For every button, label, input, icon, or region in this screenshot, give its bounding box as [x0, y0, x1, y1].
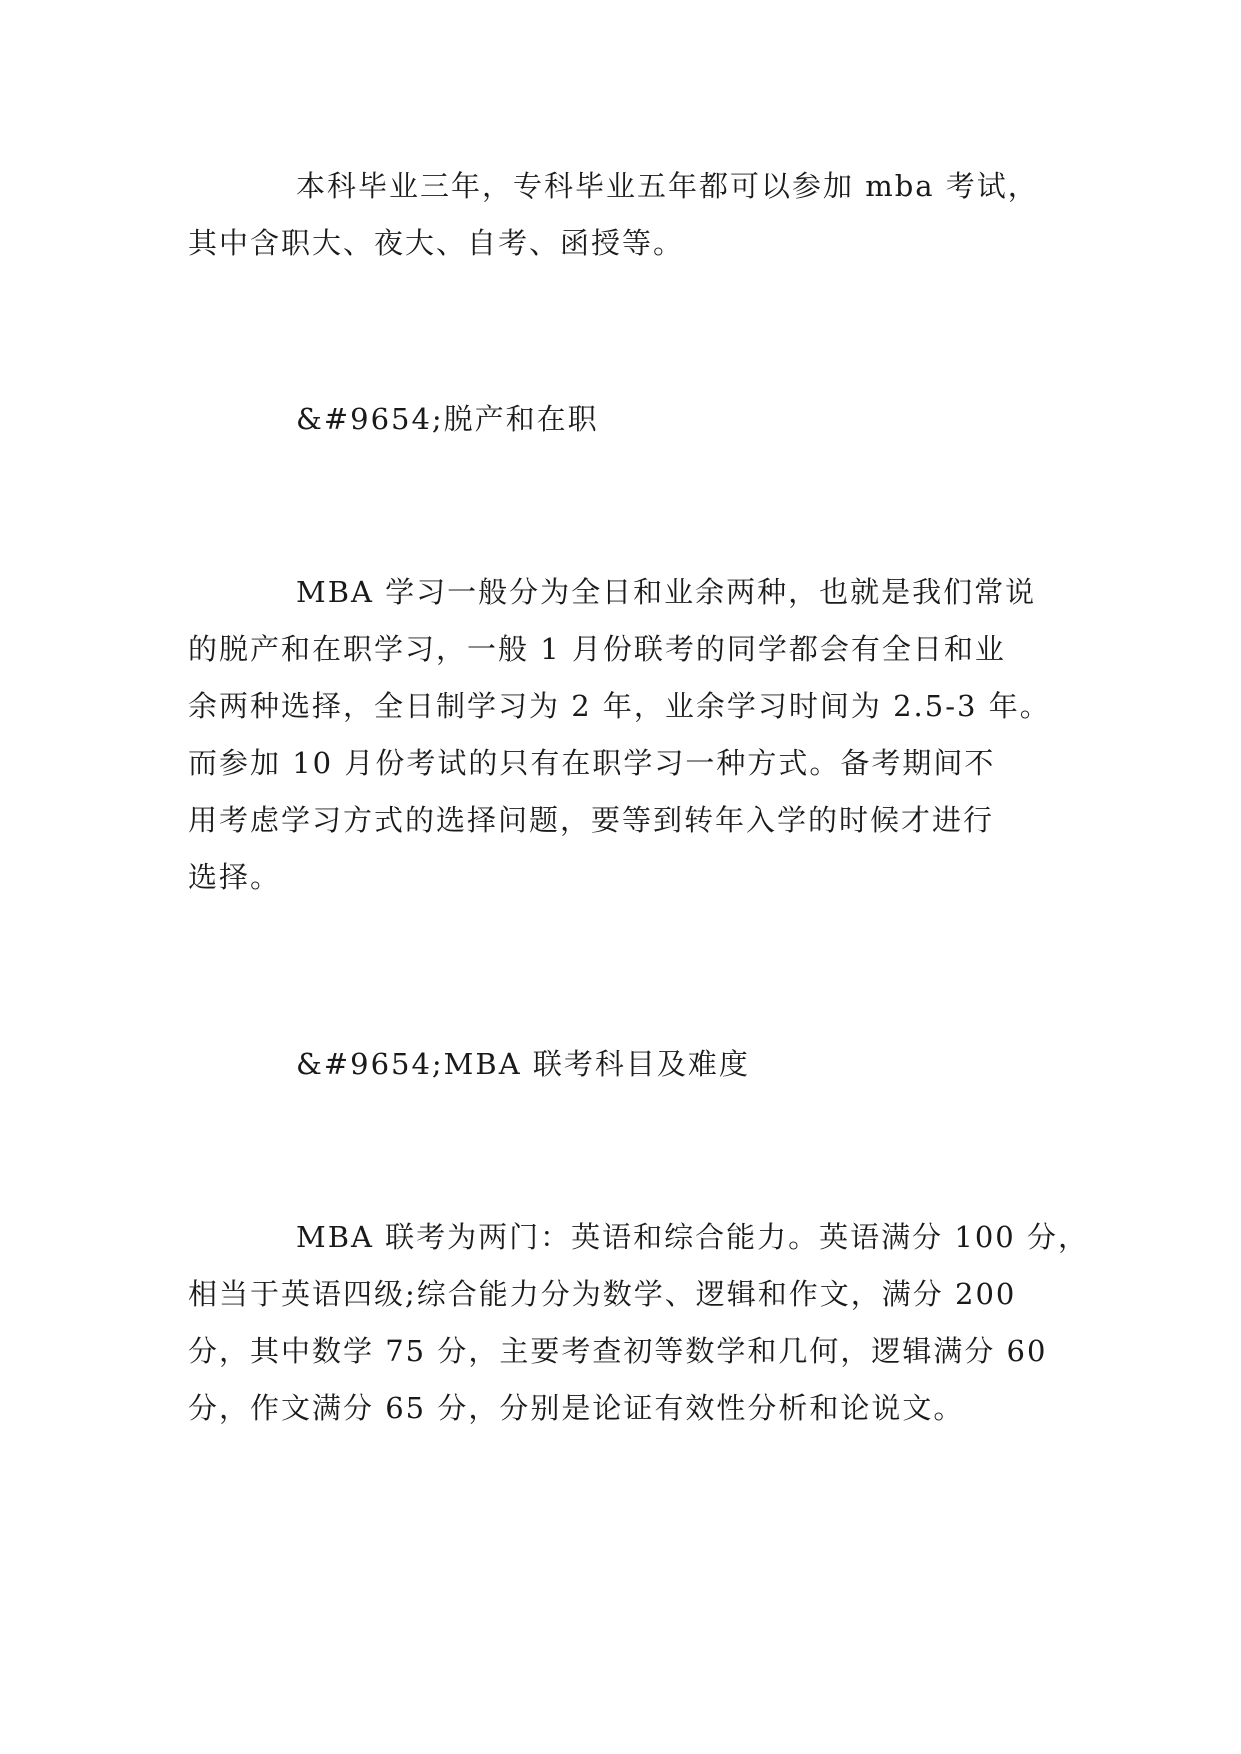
paragraph-line: 的脱产和在职学习，一般 1 月份联考的同学都会有全日和业 — [188, 632, 1006, 666]
paragraph-eligibility — [188, 158, 1050, 272]
paragraph-line: 余两种选择，全日制学习为 2 年，业余学习时间为 2.5-3 年。 — [188, 689, 1051, 723]
paragraph-line: 选择。 — [188, 860, 282, 894]
section-heading-study-mode: &#9654;脱产和在职 — [296, 402, 599, 436]
paragraph-exam-subjects — [188, 1209, 1089, 1437]
section-heading-exam-subjects: &#9654;MBA 联考科目及难度 — [296, 1047, 750, 1081]
paragraph-line: MBA 联考为两门：英语和综合能力。英语满分 100 分， — [296, 1220, 1089, 1254]
paragraph-line: 相当于英语四级;综合能力分为数学、逻辑和作文，满分 200 — [188, 1277, 1017, 1311]
paragraph-line: 分，作文满分 65 分，分别是论证有效性分析和论说文。 — [188, 1391, 965, 1425]
paragraph-line: 本科毕业三年，专科毕业五年都可以参加 mba 考试， — [296, 169, 1039, 203]
paragraph-study-mode — [188, 564, 1050, 906]
paragraph-line: 用考虑学习方式的选择问题，要等到转年入学的时候才进行 — [188, 803, 995, 837]
paragraph-line: MBA 学习一般分为全日和业余两种，也就是我们常说 — [296, 575, 1037, 609]
paragraph-line: 分，其中数学 75 分，主要考查初等数学和几何，逻辑满分 60 — [188, 1334, 1048, 1368]
paragraph-line: 而参加 10 月份考试的只有在职学习一种方式。备考期间不 — [188, 746, 996, 780]
paragraph-line: 其中含职大、夜大、自考、函授等。 — [188, 226, 685, 260]
